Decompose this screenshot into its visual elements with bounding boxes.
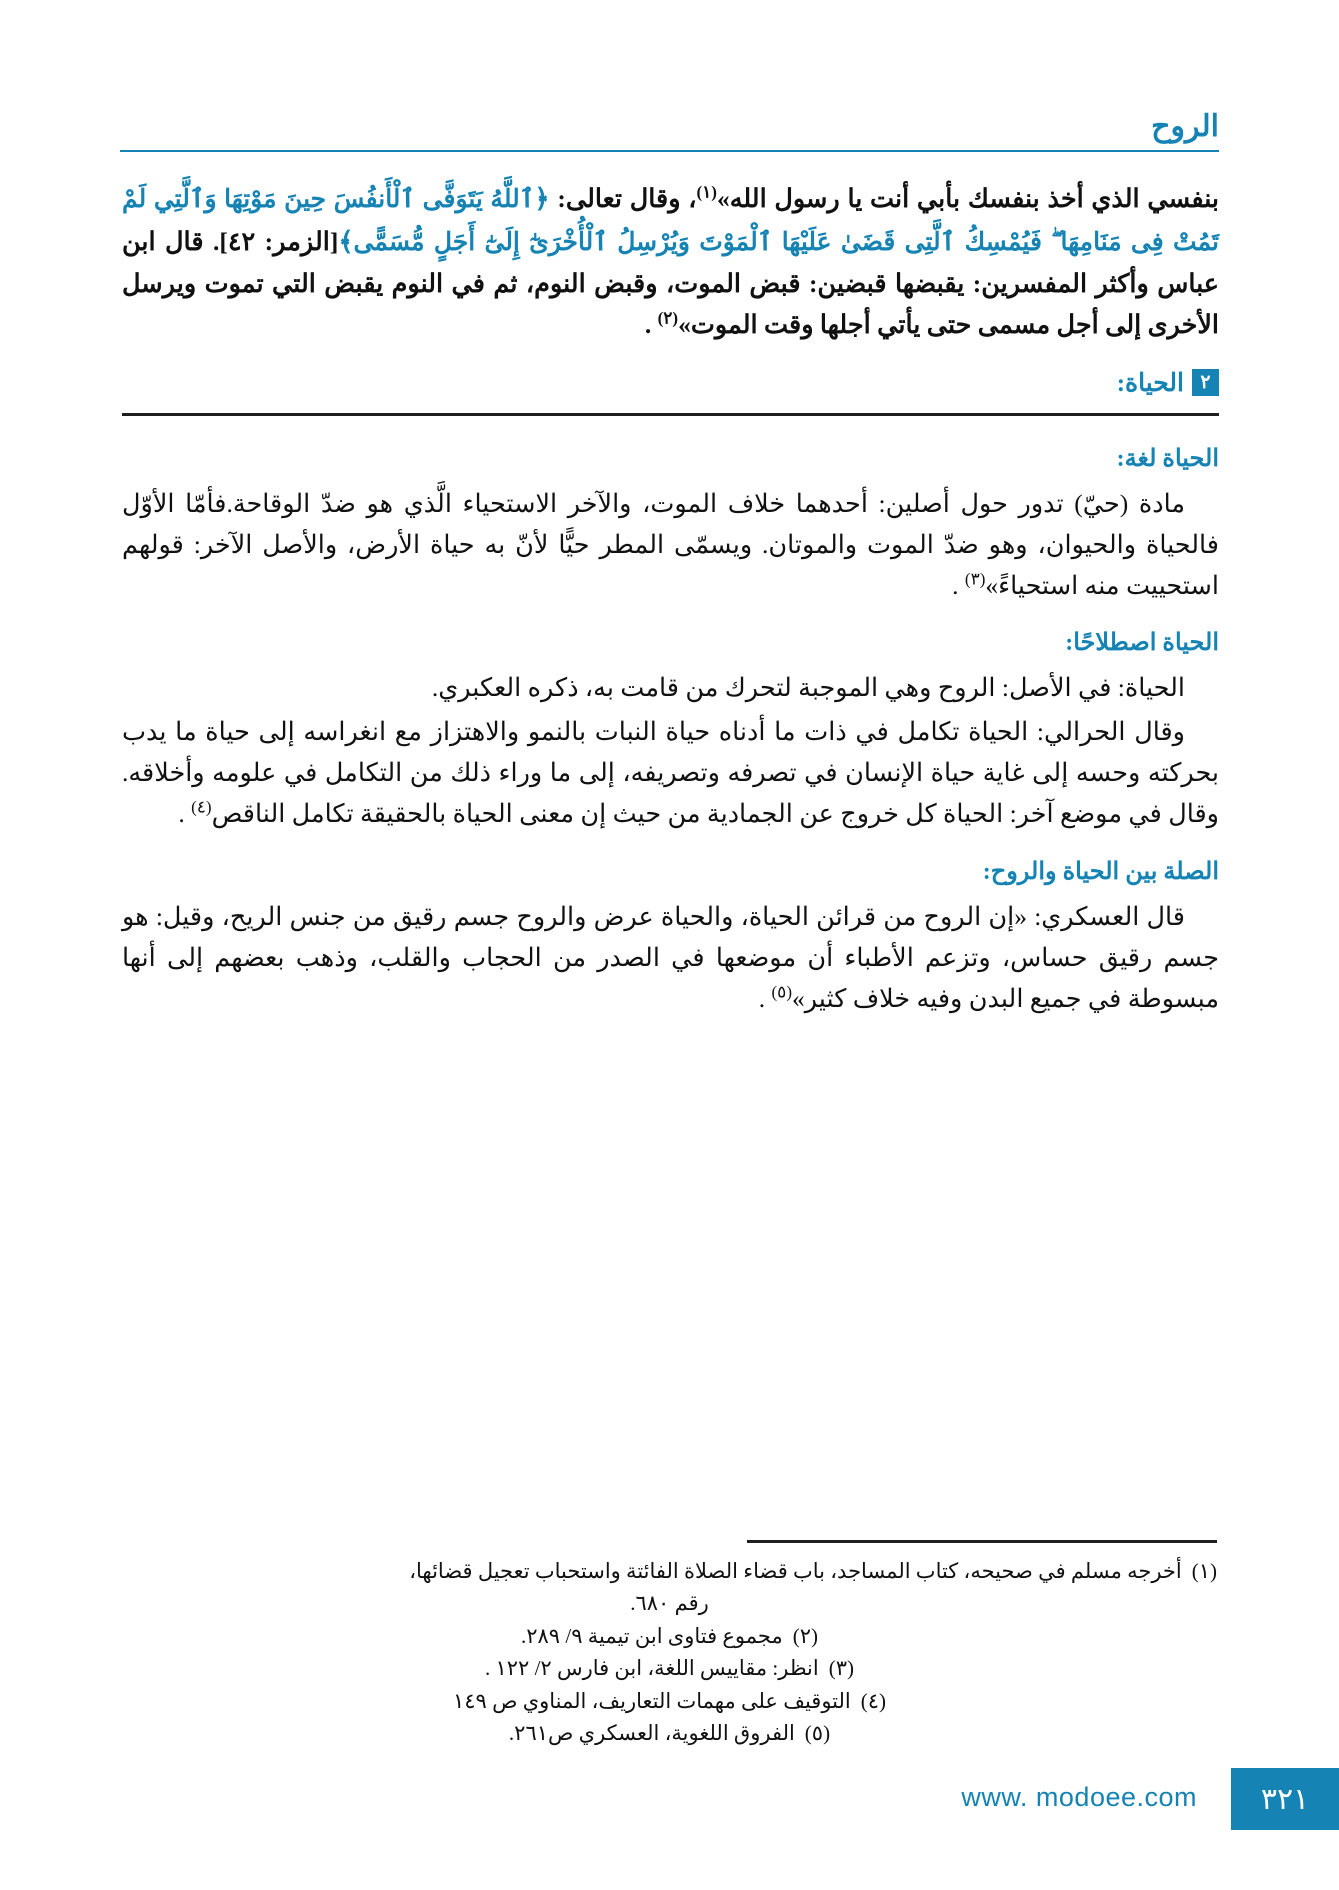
paragraph-technical-1: الحياة: في الأصل: الروح وهي الموجبة لتحرك من قامت به، ذكره العكبري. [431, 673, 1185, 703]
paragraph-linguistic-text: مادة (حيّ) تدور حول أصلين: أحدهما خلاف الموت، والآخر الاستحياء الَّذي هو ضدّ الوقاحة.فأمّا الأوّل فالحياة والحيوان، وهو ضدّ الموت والموتان. ويسمّى المطر حيًّا لأنّ به حياة الأرض، والأصل الآخر: قولهم استحييت منه استحياءً» [122, 488, 1219, 601]
section-heading-hayat [122, 368, 1219, 422]
paragraph-end: . [644, 310, 658, 340]
section-number-badge: ٢ [1192, 369, 1219, 396]
quran-verse: ٱللَّهُ يَتَوَفَّى ٱلْأَنفُسَ حِينَ مَوْتِهَا وَٱلَّتِي لَمْ تَمُتْ فِى مَنَامِهَا ۖ فَيُمْسِكُ ٱلَّتِى قَضَىٰ عَلَيْهَا ٱلْمَوْتَ وَيُرْسِلُ ٱلْأُخْرَىٰٓ إِلَىٰٓ أَجَلٍ مُّسَمًّى [122, 186, 1219, 256]
paragraph-hadith-and-verse [122, 178, 1219, 346]
page-header [120, 112, 1219, 156]
footnote-item [122, 1685, 1217, 1718]
hadith-text: بنفسي الذي أخذ بنفسك بأبي أنت يا رسول الله» [716, 184, 1220, 213]
verse-intro: ، وقال تعالى: [549, 184, 697, 213]
section-title: الحياة: [1116, 369, 1184, 397]
paragraph-linguistic-end: . [952, 571, 965, 601]
footnote-marker-5: (٥) [771, 982, 792, 1002]
section-divider [122, 413, 1219, 416]
footnote-marker-4: (٤) [191, 797, 212, 817]
verse-open-bracket: ﴿ [534, 184, 550, 213]
footnote-item [122, 1555, 1217, 1588]
footnote-text: مجموع فتاوى ابن تيمية ٩/ ٢٨٩. [521, 1623, 783, 1648]
footnote-number: (٣) [828, 1656, 855, 1681]
footnote-number: (٢) [792, 1623, 819, 1648]
page-number: ٣٢١ [1231, 1768, 1339, 1830]
footnote-item [122, 1652, 1217, 1685]
footnote-text: الفروق اللغوية، العسكري ص٢٦١. [508, 1721, 795, 1746]
paragraph-technical-2-text: وقال الحرالي: الحياة تكامل في ذات ما أدناه حياة النبات بالنمو والاهتزاز مع انغراسه إلى حياة ما يدب بحركته وحسه إلى غاية حياة الإنسان في تصرفه وتصريفه، إلى ما وراء ذلك من التكامل في علومه وأخلاقه. وقال في موضع آخر: الحياة كل خروج عن الجمادية من حيث إن معنى الحياة بالحقيقة تكامل الناقص [122, 716, 1219, 829]
footnote-number: (١) [1191, 1558, 1217, 1583]
paragraph-technical-2 [122, 711, 1219, 835]
subheading-technical: الحياة اصطلاحًا: [1065, 630, 1219, 657]
footnotes-section [122, 1540, 1217, 1750]
footnote-continuation: رقم ٦٨٠. [630, 1591, 709, 1616]
footnote-text: أخرجه مسلم في صحيحه، كتاب المساجد، باب قضاء الصلاة الفائتة واستحباب تعجيل قضائها، [409, 1558, 1182, 1583]
footnote-marker-3: (٣) [964, 569, 986, 589]
header-divider [120, 150, 1219, 152]
paragraph-relation-text: قال العسكري: «إن الروح من قرائن الحياة، والحياة عرض والروح جسم رقيق من جنس الريح، وقيل: هو جسم رقيق حساس، وتزعم الأطباء أن موضعها في الصدر من الحجاب والقلب، وذهب بعضهم إلى أنها مبسوطة في جميع البدن وفيه خلاف كثير» [122, 901, 1219, 1014]
main-content [122, 178, 1219, 1022]
page-footer [0, 1768, 1339, 1838]
verse-close-bracket: ﴾ [338, 226, 354, 256]
footnote-item [122, 1620, 1217, 1653]
website-url[interactable]: www. modoee.com [961, 1782, 1197, 1812]
page-title: الروح [1151, 110, 1219, 143]
footnote-divider [747, 1540, 1217, 1543]
footnote-text: التوقيف على مهمات التعاريف، المناوي ص ١٤٩ [452, 1688, 851, 1713]
paragraph-tail: . قال ابن عباس وأكثر المفسرين: يقبضها قبضين: قبض الموت، وقبض النوم، ثم في النوم يقبض التي تموت ويرسل الأخرى إلى أجل مسمى حتى يأتي أجلها وقت الموت» [122, 226, 1219, 340]
footnote-number: (٤) [860, 1688, 887, 1713]
subheading-linguistic: الحياة لغة: [1116, 445, 1219, 472]
footnote-marker-1: (١) [696, 182, 717, 202]
paragraph-relation [122, 896, 1219, 1020]
footnote-text: انظر: مقاييس اللغة، ابن فارس ٢/ ١٢٢ . [484, 1656, 819, 1681]
paragraph-technical-2-end: . [178, 799, 192, 829]
footnote-number: (٥) [804, 1721, 831, 1746]
paragraph-relation-end: . [758, 984, 772, 1014]
footnote-item [122, 1717, 1217, 1750]
subheading-relation: الصلة بين الحياة والروح: [982, 858, 1219, 885]
paragraph-linguistic [122, 483, 1219, 607]
verse-reference: [الزمر: ٤٢] [219, 226, 339, 256]
footnote-marker-2: (٢) [657, 308, 679, 328]
